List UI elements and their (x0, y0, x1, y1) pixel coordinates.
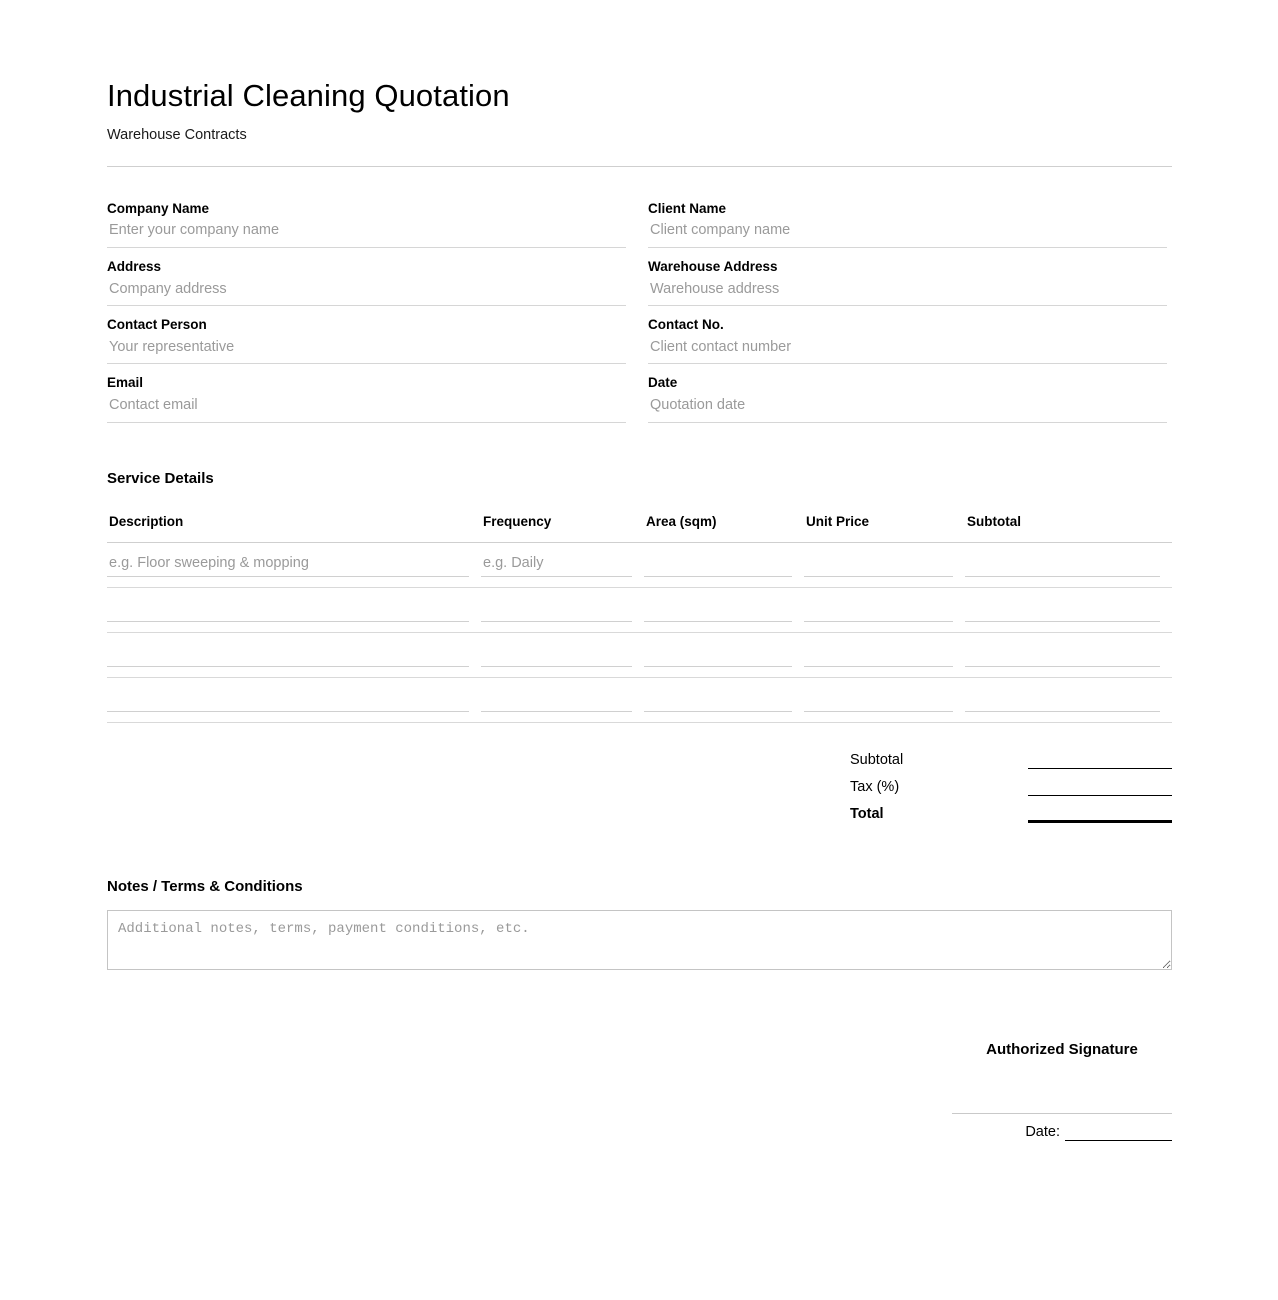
tax-label: Tax (%) (850, 779, 900, 796)
cell-frequency (481, 542, 644, 587)
notes-title: Notes / Terms & Conditions (107, 877, 303, 895)
page-title: Industrial Cleaning Quotation (107, 78, 510, 113)
field-client-name (648, 190, 1167, 248)
signature-section (107, 1042, 1172, 1141)
column-header-subtotal: Subtotal (965, 514, 1172, 543)
row-unit-price-input[interactable] (804, 687, 953, 712)
service-details-title: Service Details (107, 469, 214, 487)
table-header-row (107, 514, 1172, 543)
row-frequency-input[interactable] (481, 552, 632, 577)
field-email (107, 364, 626, 422)
notes-textarea[interactable] (107, 910, 1172, 970)
field-label: Email (107, 375, 144, 391)
cell-description (107, 542, 481, 587)
row-frequency-input[interactable] (481, 687, 632, 712)
cell-unit-price (804, 587, 965, 632)
cell-subtotal (965, 542, 1172, 587)
header-divider (107, 166, 1172, 167)
cell-description (107, 587, 481, 632)
cell-description (107, 632, 481, 677)
cell-subtotal (965, 677, 1172, 722)
table-row (107, 542, 1172, 587)
subtotal-value-line[interactable] (1028, 757, 1172, 769)
row-description-input[interactable] (107, 642, 469, 667)
authorized-signature-label: Authorized Signature (986, 1040, 1138, 1058)
party-information (107, 190, 1172, 423)
column-header-description: Description (107, 514, 481, 543)
signature-date-label: Date: (1025, 1124, 1060, 1141)
field-contact-person (107, 306, 626, 364)
company-name-input[interactable] (107, 221, 626, 247)
row-area-input[interactable] (644, 597, 792, 622)
field-label: Address (107, 258, 162, 274)
cell-frequency (481, 587, 644, 632)
row-unit-price-input[interactable] (804, 552, 953, 577)
row-frequency-input[interactable] (481, 597, 632, 622)
cell-frequency (481, 677, 644, 722)
cell-subtotal (965, 632, 1172, 677)
total-value-line[interactable] (1028, 811, 1172, 823)
row-area-input[interactable] (644, 642, 792, 667)
cell-subtotal (965, 587, 1172, 632)
contact-person-input[interactable] (107, 338, 626, 364)
tax-value-line[interactable] (1028, 784, 1172, 796)
row-description-input[interactable] (107, 687, 469, 712)
row-area-input[interactable] (644, 687, 792, 712)
date-input[interactable] (648, 396, 1167, 422)
field-contact-no (648, 306, 1167, 364)
row-unit-price-input[interactable] (804, 642, 953, 667)
field-label: Company Name (107, 200, 210, 216)
field-warehouse-address (648, 248, 1167, 306)
table-head (107, 514, 1172, 543)
row-subtotal-input[interactable] (965, 687, 1160, 712)
client-column (648, 190, 1167, 423)
company-column (107, 190, 626, 423)
field-label: Warehouse Address (648, 258, 778, 274)
row-description-input[interactable] (107, 552, 469, 577)
page-subtitle: Warehouse Contracts (107, 126, 247, 143)
column-header-area: Area (sqm) (644, 514, 804, 543)
field-label: Contact No. (648, 317, 724, 333)
cell-unit-price (804, 677, 965, 722)
column-header-unit-price: Unit Price (804, 514, 965, 543)
address-input[interactable] (107, 280, 626, 306)
signature-date-line[interactable] (1065, 1128, 1172, 1141)
field-date (648, 364, 1167, 422)
cell-area (644, 677, 804, 722)
cell-unit-price (804, 542, 965, 587)
document-header (107, 72, 1172, 167)
service-details-table (107, 514, 1172, 724)
row-unit-price-input[interactable] (804, 597, 953, 622)
table-row (107, 677, 1172, 722)
signature-block (952, 1042, 1172, 1141)
field-label: Date (648, 375, 678, 391)
totals-row-tax (850, 780, 1172, 796)
cell-area (644, 632, 804, 677)
row-frequency-input[interactable] (481, 642, 632, 667)
table-row (107, 632, 1172, 677)
cell-description (107, 677, 481, 722)
row-subtotal-input[interactable] (965, 597, 1160, 622)
signature-line[interactable] (952, 1058, 1172, 1114)
cell-area (644, 542, 804, 587)
totals-section (107, 753, 1172, 834)
contact-no-input[interactable] (648, 338, 1167, 364)
row-description-input[interactable] (107, 597, 469, 622)
signature-date (952, 1125, 1172, 1141)
totals-row-total (850, 807, 1172, 823)
row-subtotal-input[interactable] (965, 642, 1160, 667)
cell-frequency (481, 632, 644, 677)
cell-unit-price (804, 632, 965, 677)
column-header-frequency: Frequency (481, 514, 644, 543)
total-label: Total (850, 805, 884, 822)
table-body (107, 542, 1172, 723)
row-subtotal-input[interactable] (965, 552, 1160, 577)
field-label: Client Name (648, 200, 727, 216)
field-address (107, 248, 626, 306)
totals-block (850, 753, 1172, 834)
subtotal-label: Subtotal (850, 752, 904, 769)
totals-row-subtotal (850, 753, 1172, 769)
warehouse-address-input[interactable] (648, 280, 1167, 306)
row-area-input[interactable] (644, 552, 792, 577)
table-row (107, 587, 1172, 632)
field-label: Contact Person (107, 317, 207, 333)
field-company-name (107, 190, 626, 248)
cell-area (644, 587, 804, 632)
client-name-input[interactable] (648, 221, 1167, 247)
email-input[interactable] (107, 396, 626, 422)
